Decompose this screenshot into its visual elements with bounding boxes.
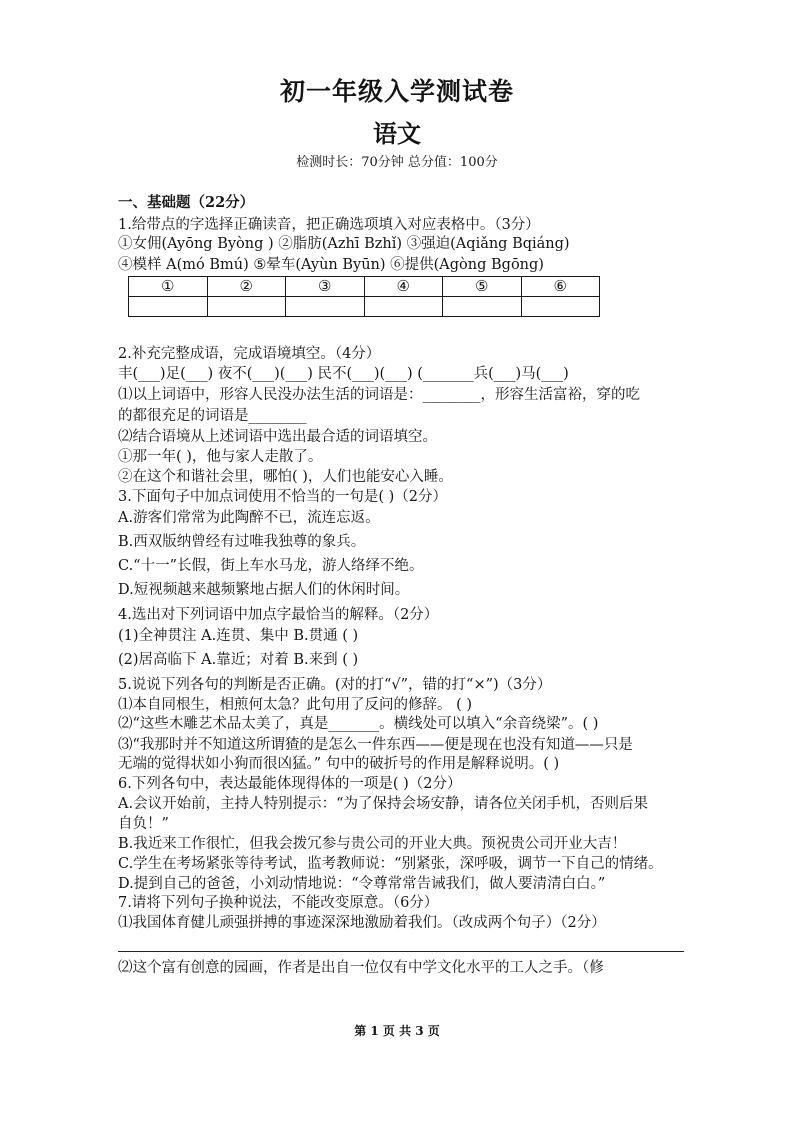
q5-item2: ⑵“这些木雕艺术品太美了，真是_______。横线处可以填入“余音绕梁”。( ) bbox=[118, 716, 599, 732]
answer-header-cell: ⑤ bbox=[443, 277, 522, 297]
q5-stem: 5.说说下列各句的判断是否正确。(对的打“√”，错的打“×”)（3分） bbox=[118, 677, 552, 693]
answer-header-cell: ③ bbox=[286, 277, 365, 297]
section-heading: 一、基础题（22分） bbox=[118, 194, 255, 211]
q6-option-a-line2: 自负！” bbox=[118, 816, 169, 832]
q5-item3-line2: 无端的觉得状如小狗而很凶猛。” 句中的破折号的作用是解释说明。( ) bbox=[118, 756, 560, 772]
answer-table bbox=[128, 276, 600, 317]
subject-title: 语文 bbox=[373, 119, 421, 148]
q3-option-a: A.游客们常常为此陶醉不已，流连忘返。 bbox=[118, 510, 380, 526]
answer-cell[interactable] bbox=[443, 297, 522, 317]
answer-header-cell: ④ bbox=[364, 277, 443, 297]
q2-idioms: 丰(___)足(___) 夜不(___)(___) 民不(___)(___) (_______兵(___)马(___) bbox=[118, 366, 569, 382]
answer-header-cell: ⑥ bbox=[521, 277, 600, 297]
q2-part2-item2: ②在这个和谐社会里，哪怕( )，人们也能安心入睡。 bbox=[118, 469, 453, 485]
q5-item3-line1: ⑶“我那时并不知道这所谓猹的是怎么一件东西——便是现在也没有知道——只是 bbox=[118, 737, 633, 753]
q5-item1: ⑴本自同根生，相煎何太急？此句用了反问的修辞。 ( ) bbox=[118, 697, 473, 713]
q2-part2: ⑵结合语境从上述词语中选出最合适的词语填空。 bbox=[118, 429, 437, 445]
q4-row1: (1)全神贯注 A.连贯、集中 B.贯通 ( ) bbox=[118, 628, 359, 644]
q6-option-a-line1: A.会议开始前，主持人特别提示：“为了保持会场安静，请各位关闭手机，否则后果 bbox=[118, 796, 648, 812]
q6-option-d: D.提到自己的爸爸，小刘动情地说：“令尊常常告诫我们，做人要清清白白。” bbox=[118, 876, 606, 892]
q1-stem: 1.给带点的字选择正确读音，把正确选项填入对应表格中。（3分） bbox=[118, 217, 540, 233]
q6-stem: 6.下列各句中，表达最能体现得体的一项是( )（2分） bbox=[118, 776, 462, 792]
answer-table-blank-row bbox=[129, 297, 600, 317]
answer-cell[interactable] bbox=[521, 297, 600, 317]
q4-stem: 4.选出对下列词语中加点字最恰当的解释。（2分） bbox=[118, 607, 439, 623]
q3-stem: 3.下面句子中加点词使用不恰当的一句是( )（2分） bbox=[118, 489, 447, 505]
q3-option-d: D.短视频越来越频繁地占据人们的休闲时间。 bbox=[118, 582, 410, 598]
q1-options-row2: ④模样 A(mó Bmú) ⑤晕车(Ayùn Byūn) ⑥提供(Agòng Bgōng) bbox=[118, 257, 544, 273]
q2-part1-line2: 的都很充足的词语是________ bbox=[118, 408, 307, 424]
q7-part2: ⑵这个富有创意的园画，作者是出自一位仅有中学文化水平的工人之手。（修 bbox=[118, 960, 604, 976]
answer-header-cell: ② bbox=[207, 277, 286, 297]
q1-options-row1: ①女佣(Ayōng Byòng ) ②脂肪(Azhī Bzhǐ) ③强迫(Aqiǎng Bqiáng) bbox=[118, 236, 570, 252]
answer-header-cell: ① bbox=[129, 277, 208, 297]
answer-cell[interactable] bbox=[129, 297, 208, 317]
answer-cell[interactable] bbox=[286, 297, 365, 317]
answer-table-header-row bbox=[129, 277, 600, 297]
q7-part1: ⑴我国体育健儿顽强拼搏的事迹深深地激励着我们。（改成两个句子）（2分） bbox=[118, 915, 606, 931]
q2-part2-item1: ①那一年( )，他与家人走散了。 bbox=[118, 449, 323, 465]
q3-option-b: B.西双版纳曾经有过唯我独尊的象兵。 bbox=[118, 534, 366, 550]
answer-cell[interactable] bbox=[364, 297, 443, 317]
q7-stem: 7.请将下列句子换种说法，不能改变原意。（6分） bbox=[118, 895, 439, 911]
answer-rule bbox=[118, 951, 684, 952]
exam-title: 初一年级入学测试卷 bbox=[279, 77, 514, 106]
page-footer: 第 1 页 共 3 页 bbox=[354, 1024, 440, 1038]
answer-cell[interactable] bbox=[207, 297, 286, 317]
q3-option-c: C.“十一”长假，街上车水马龙，游人络绎不绝。 bbox=[118, 558, 424, 574]
q6-option-c: C.学生在考场紧张等待考试，监考教师说：“别紧张，深呼吸，调节一下自己的情绪。 bbox=[118, 856, 663, 872]
q2-stem: 2.补充完整成语，完成语境填空。（4分） bbox=[118, 346, 381, 362]
q6-option-b: B.我近来工作很忙，但我会拨冗参与贵公司的开业大典。预祝贵公司开业大吉！ bbox=[118, 836, 627, 852]
exam-meta: 检测时长：70分钟 总分值：100分 bbox=[296, 155, 498, 170]
q2-part1-line1: ⑴以上词语中，形容人民没办法生活的词语是：________，形容生活富裕，穿的吃 bbox=[118, 387, 640, 403]
q4-row2: (2)居高临下 A.靠近；对着 B.来到 ( ) bbox=[118, 652, 359, 668]
